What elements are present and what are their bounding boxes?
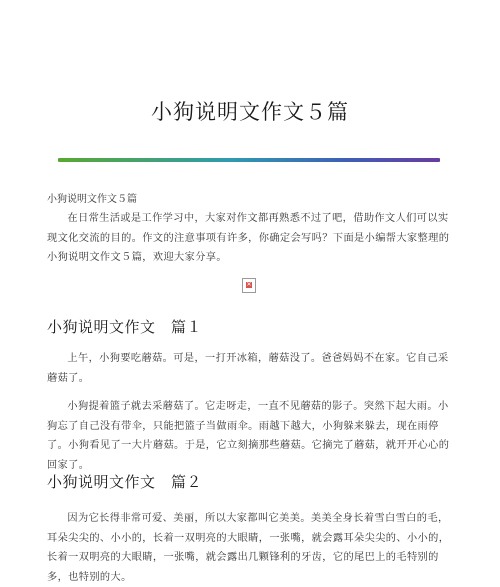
section-1-paragraph-2: 小狗提着篮子就去采蘑菇了。它走呀走，一直不见蘑菇的影子。突然下起大雨。小狗忘了自己没有带伞，只能把篮子当做雨伞。雨越下越大，小狗躲来躲去，现在雨停了。小狗看见了一大片蘑菇。于是，它立刻摘那些蘑菇。它摘完了蘑菇，就开开心心的回家了。 [47,401,450,471]
intro-paragraph: 在日常生活或是工作学习中，大家对作文都再熟悉不过了吧，借助作文人们可以实现文化交流的目的。作文的注意事项有许多，你确定会写吗？下面是小编帮大家整理的小狗说明文作文５篇，欢迎大家分享。 [47,213,450,263]
section-1-paragraph-1: 上午，小狗要吃蘑菇。可是，一打开冰箱，蘑菇没了。爸爸妈妈不在家。它自己采蘑菇了。 [47,353,449,384]
section-heading-1: 小狗说明文作文 篇１ [47,318,203,336]
section-heading-2: 小狗说明文作文 篇２ [47,473,203,491]
section-2-paragraph-1: 因为它长得非常可爱、美丽，所以大家都叫它美美。美美全身长着雪白雪白的毛，耳朵尖尖的、小小的，长着一双明亮的大眼睛，一张嘴，就会露耳朵尖尖的、小小的，长着一双明亮的大眼睛，一张嘴，就会露出几颗锋利的牙齿，它的尾巴上的毛特别的多，也特别的大。 [47,513,450,583]
broken-image-icon: ✕ [242,278,256,293]
document-title: 小狗说明文作文５篇 [151,100,349,124]
document-subtitle: 小狗说明文作文５篇 [47,194,137,205]
title-divider [58,158,440,162]
